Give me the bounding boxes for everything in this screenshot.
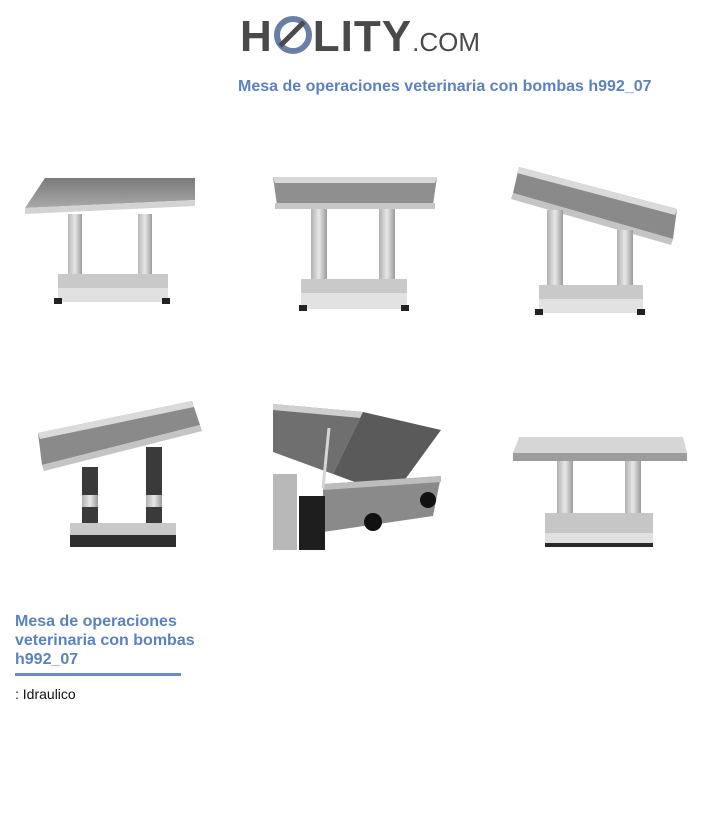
logo-text-lity: LITY [312, 12, 413, 61]
operating-table-tilted-left-view[interactable] [30, 395, 220, 575]
operating-table-tilted-right-view[interactable] [505, 165, 695, 345]
title-divider [15, 673, 181, 676]
logo-text-com: .COM [412, 27, 480, 57]
product-spec: : Idraulico [15, 686, 76, 702]
operating-table-flat-view[interactable] [20, 170, 210, 350]
logo-o-icon [274, 15, 312, 53]
holity-logo[interactable] [240, 10, 485, 68]
product-gallery [0, 150, 720, 570]
operating-table-v-top-front-view[interactable] [265, 165, 455, 345]
logo-text-h: H [240, 12, 273, 61]
page-title: Mesa de operaciones veterinaria con bombas h992_07 [238, 78, 652, 95]
operating-table-flat-side-view[interactable] [505, 415, 695, 595]
product-title: Mesa de operaciones veterinaria con bombas h992_07 [15, 613, 195, 668]
operating-table-closeup-knobs[interactable] [273, 404, 443, 550]
